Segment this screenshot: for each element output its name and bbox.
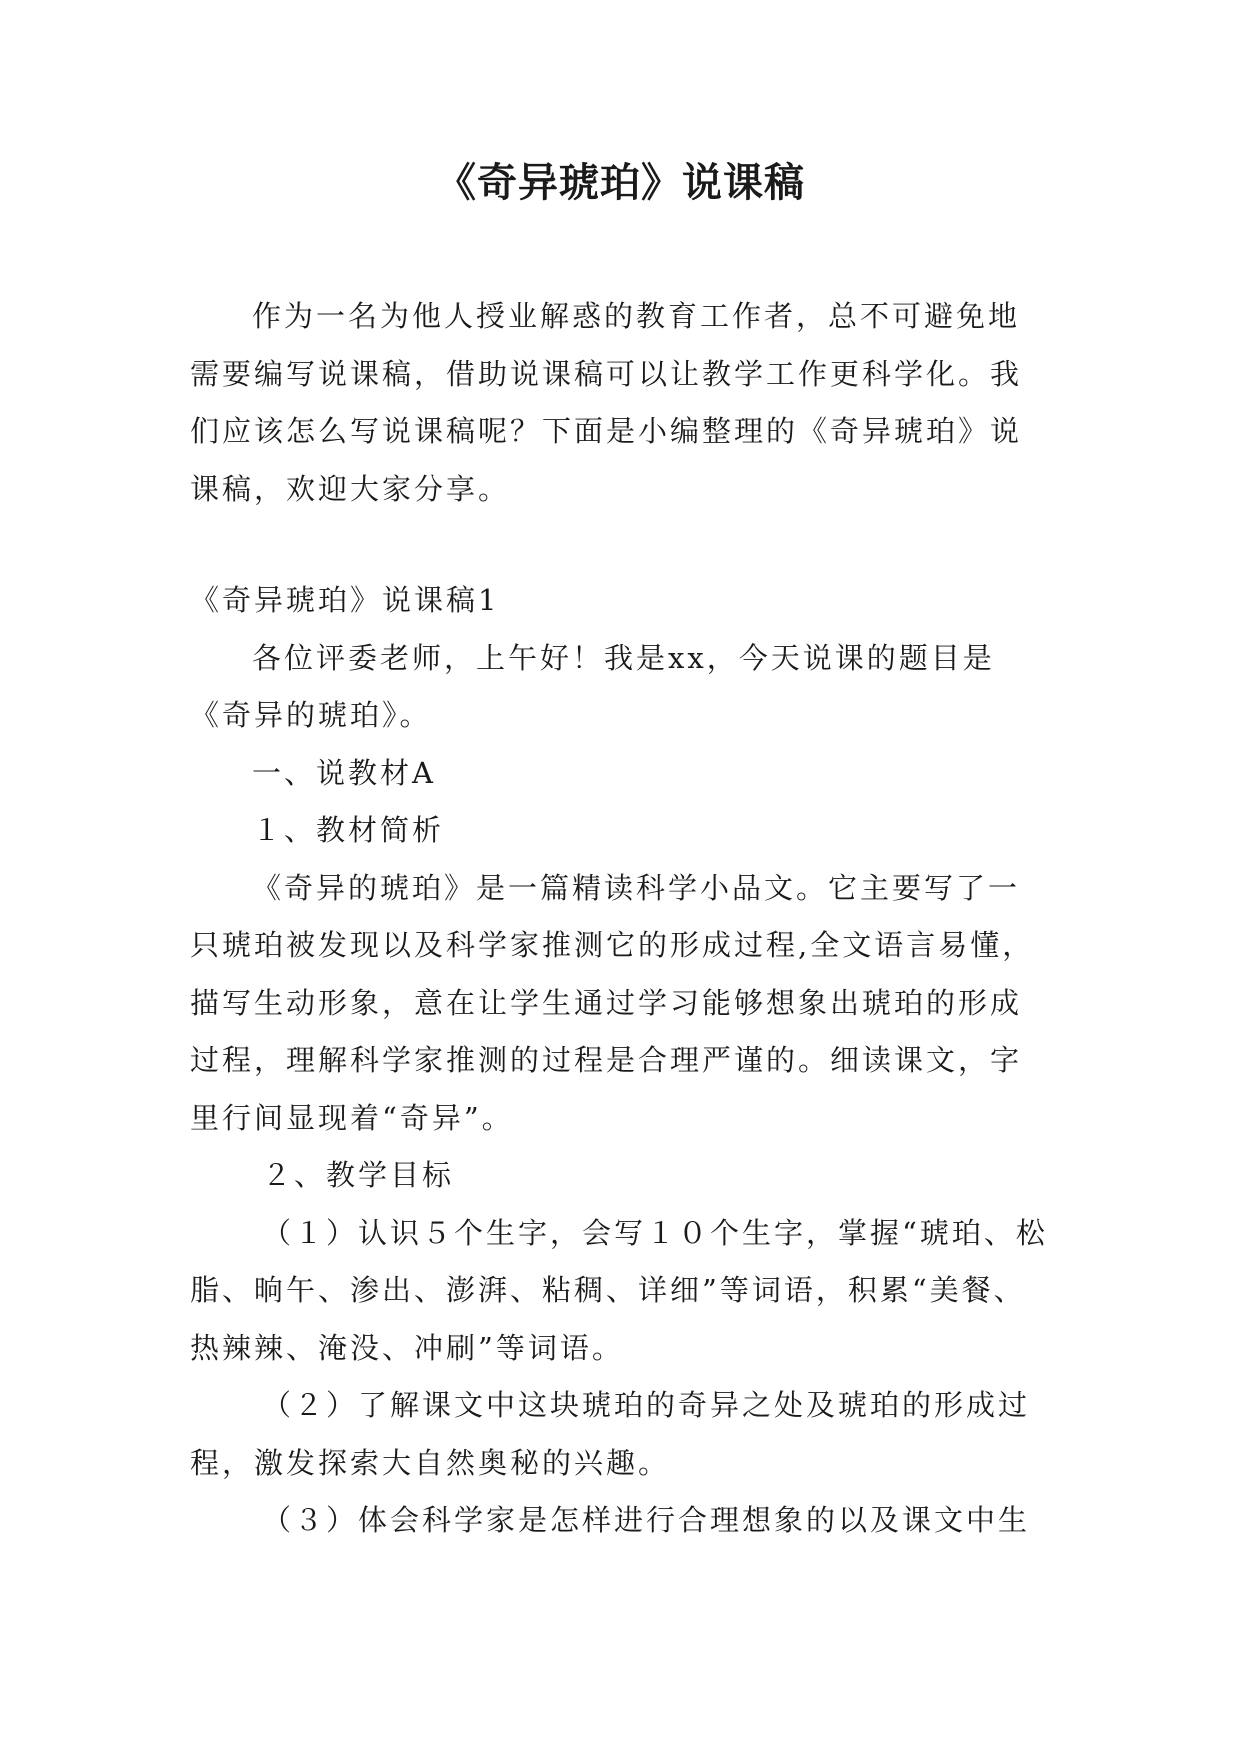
- intro-paragraph: 作为一名为他人授业解惑的教育工作者，总不可避免地需要编写说课稿，借助说课稿可以让教学工作更科学化。我们应该怎么写说课稿呢？下面是小编整理的《奇异琥珀》说课稿，欢迎大家分享。: [190, 299, 1023, 506]
- goal-item-1: （１）认识５个生字，会写１０个生字，掌握“琥珀、松脂、晌午、渗出、澎湃、粘稠、详细”等词语，积累“美餐、热辣辣、淹没、冲刷”等词语。: [190, 1215, 1048, 1365]
- sub-heading-goals: ２、教学目标: [262, 1158, 455, 1192]
- part-one-heading: 一、说教材A: [252, 755, 436, 790]
- document-title: 《奇异琥珀》说课稿: [436, 160, 805, 206]
- goal-item-2: （２）了解课文中这块琥珀的奇异之处及琥珀的形成过程，激发探索大自然奥秘的兴趣。: [190, 1388, 1031, 1480]
- goal-item-3: （３）体会科学家是怎样进行合理想象的以及课文中生: [262, 1503, 1031, 1537]
- analysis-paragraph: 《奇异的琥珀》是一篇精读科学小品文。它主要写了一只琥珀被发现以及科学家推测它的形成过程,全文语言易懂，描写生动形象，意在让学生通过学习能够想象出琥珀的形成过程，理解科学家推测的过程是合理严谨的。细读课文，字里行间显现着“奇异”。: [190, 870, 1035, 1135]
- greeting-paragraph: 各位评委老师，上午好！我是xx，今天说课的题目是《奇异的琥珀》。: [190, 640, 995, 732]
- section-heading: 《奇异琥珀》说课稿1: [190, 583, 500, 617]
- sub-heading-analysis: １、教材简析: [252, 813, 445, 847]
- document-body: [190, 288, 1050, 1550]
